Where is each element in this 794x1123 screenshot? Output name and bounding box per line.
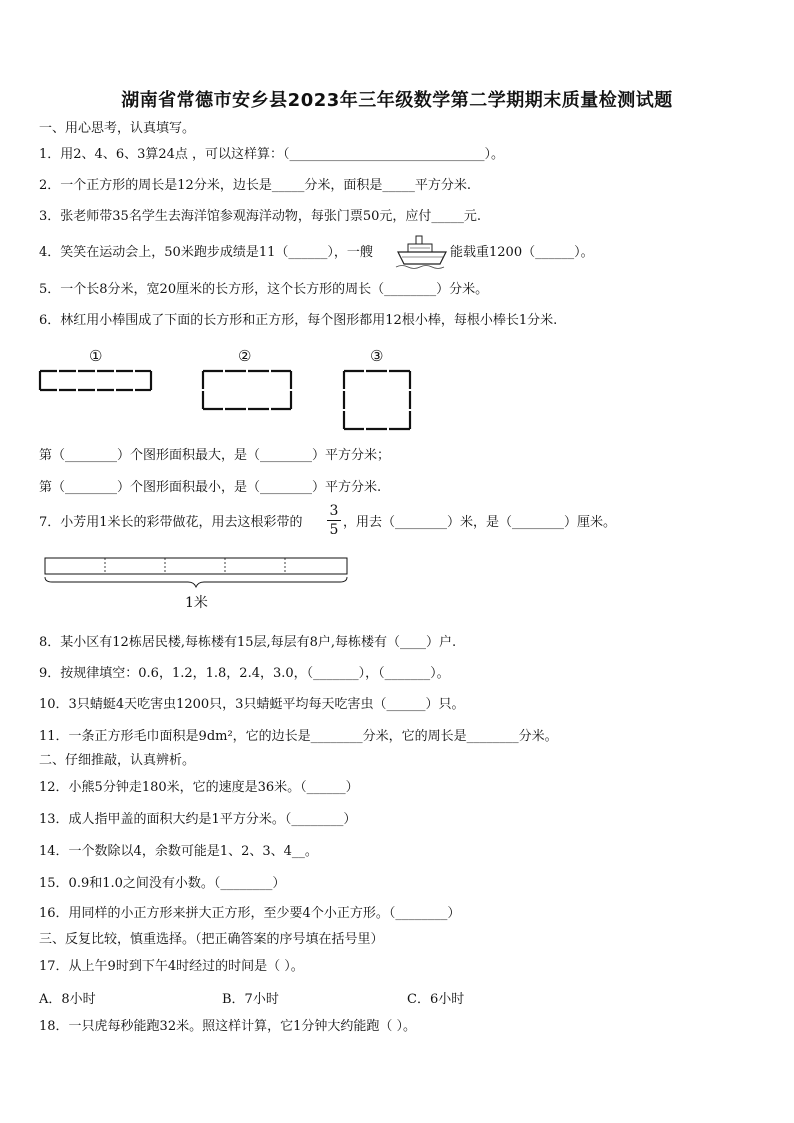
question-4-part-a: 4．笑笑在运动会上，50米跑步成绩是11（______），一艘 [39, 245, 373, 260]
shape-2-rectangle [201, 369, 293, 411]
question-16: 16．用同样的小正方形来拼大正方形，至少要4个小正方形。（________） [39, 906, 461, 921]
shape-3-square [342, 369, 412, 431]
ribbon-diagram [44, 557, 348, 589]
ship-icon [396, 234, 448, 270]
question-10: 10．3只蜻蜓4天吃害虫1200只，3只蜻蜓平均每天吃害虫（______）只。 [39, 697, 465, 712]
question-15: 15．0.9和1.0之间没有小数。（________） [39, 876, 286, 891]
question-18: 18．一只虎每秒能跑32米。照这样计算，它1分钟大约能跑（ ）。 [39, 1019, 416, 1034]
fraction-three-fifths [327, 503, 341, 538]
fraction-denominator: 5 [329, 522, 339, 538]
question-8: 8．某小区有12栋居民楼,每栋楼有15层,每层有8户,每栋楼有（____）户. [39, 635, 457, 650]
section-3-heading: 三、反复比较，慎重选择。（把正确答案的序号填在括号里） [39, 932, 384, 947]
shape-1-label: ① [89, 347, 103, 365]
question-9: 9．按规律填空：0.6，1.2，1.8，2.4，3.0，（_______），（_______）。 [39, 666, 450, 681]
question-7-part-a: 7．小芳用1米长的彩带做花，用去这根彩带的 [39, 515, 303, 530]
fraction-numerator: 3 [329, 503, 339, 519]
question-14: 14．一个数除以4，余数可能是1、2、3、4__。 [39, 844, 318, 859]
question-5: 5．一个长8分米，宽20厘米的长方形，这个长方形的周长（________）分米。 [39, 282, 489, 297]
question-4-part-b: 能载重1200（______）。 [450, 245, 594, 260]
question-1: 1．用2、4、6、3算24点 ，可以这样算：（______________________________）。 [39, 147, 505, 162]
question-6: 6．林红用小棒围成了下面的长方形和正方形，每个图形都用12根小棒，每根小棒长1分米. [39, 313, 558, 328]
question-17-choice-b: B．7小时 [222, 992, 279, 1007]
page-title: 湖南省常德市安乡县2023年三年级数学第二学期期末质量检测试题 [121, 90, 673, 111]
shape-3-label: ③ [370, 347, 384, 365]
question-3: 3．张老师带35名学生去海洋馆参观海洋动物，每张门票50元，应付_____元. [39, 209, 481, 224]
shape-2-label: ② [238, 347, 252, 365]
question-11: 11．一条正方形毛巾面积是9dm²，它的边长是________分米，它的周长是________分米。 [39, 729, 558, 744]
question-17-choice-c: C．6小时 [407, 992, 465, 1007]
question-17: 17．从上午9时到下午4时经过的时间是（ ）。 [39, 959, 304, 974]
question-6-fill-1: 第（________）个图形面积最大，是（________）平方分米； [39, 448, 391, 463]
question-13: 13．成人指甲盖的面积大约是1平方分米。（________） [39, 812, 357, 827]
question-12: 12．小熊5分钟走180米，它的速度是36米。（______） [39, 780, 359, 795]
section-1-heading: 一、用心思考，认真填写。 [39, 121, 196, 136]
ribbon-length-label: 1米 [185, 595, 208, 611]
question-7-part-b: ，用去（________）米，是（________）厘米。 [343, 515, 617, 530]
question-6-fill-2: 第（________）个图形面积最小，是（________）平方分米. [39, 480, 382, 495]
fraction-bar [327, 520, 341, 521]
question-17-choice-a: A．8小时 [39, 992, 96, 1007]
section-2-heading: 二、仔细推敲，认真辨析。 [39, 753, 196, 768]
shape-1-rectangle [38, 369, 153, 393]
question-2: 2．一个正方形的周长是12分米，边长是_____分米，面积是_____平方分米. [39, 178, 471, 193]
